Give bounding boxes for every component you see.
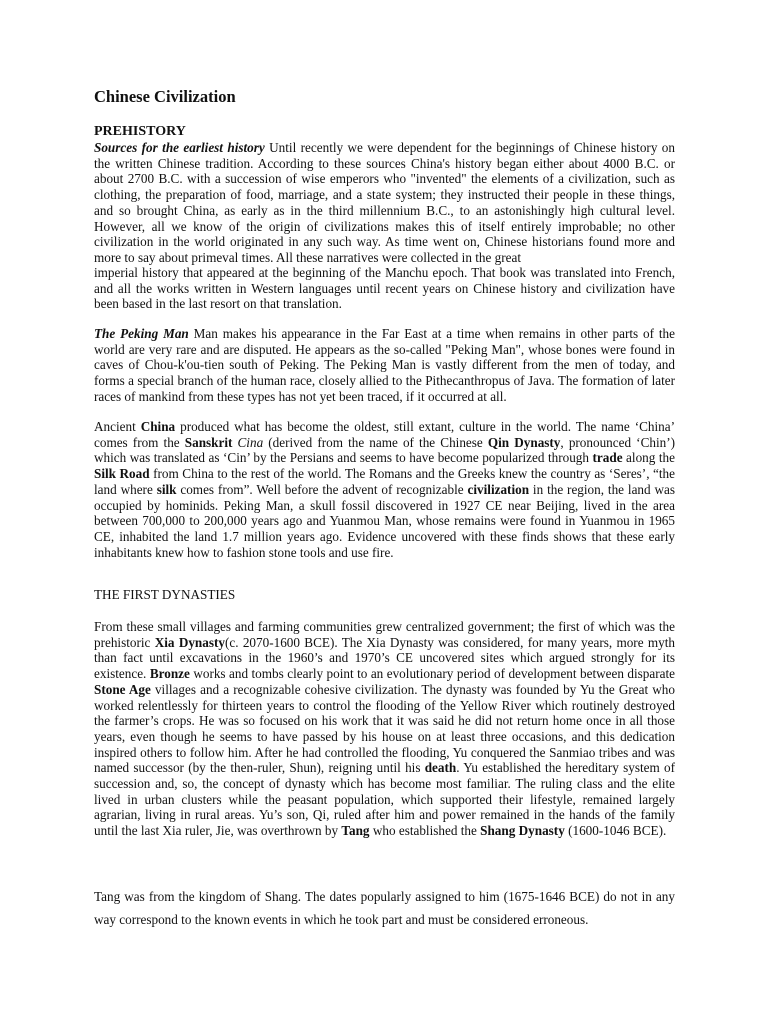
paragraph-lead-earliest-history: Sources for the earliest history: [94, 140, 265, 155]
keyword-sanskrit: Sanskrit: [184, 434, 233, 450]
text-run: who established the: [369, 823, 481, 839]
text-run: works and tombs clearly point to an evolutionary period of development between disparate: [189, 666, 676, 682]
text-run: (derived from the name of the Chinese: [263, 434, 488, 450]
text-run: From these small villages and farming communities grew centralized government; the first of which was the prehistoric: [94, 619, 675, 650]
paragraph-lead-peking-man: The Peking Man: [94, 326, 189, 341]
keyword-qin-dynasty: Qin Dynasty: [487, 434, 561, 450]
keyword-bronze: Bronze: [149, 666, 190, 682]
text-run: along the: [622, 450, 675, 466]
keyword-trade: trade: [592, 450, 623, 466]
text-run: from China to the rest of the world. The Romans and the Greeks knew the country as ‘Seres’, “the land where: [94, 466, 675, 497]
text-run: Ancient: [94, 419, 141, 434]
keyword-silk: silk: [156, 481, 177, 497]
text-run: villages and a recognizable cohesive civilization. The dynasty was founded by Yu the Great who worked relentlessly for thirteen years to control the flooding of the Yellow River which routinely destroyed the farmer’s crops. He was so focused on his work that it was said he did not return home once in all those years, even though he seems to have passed by his house on at least three occasions, and this dedication inspired others to follow him. After he had controlled the flooding, Yu conquered the Sanmiao tribes and was named successor (by the then-ruler, Shun), reigning until his: [94, 681, 675, 776]
keyword-silk-road: Silk Road: [94, 466, 150, 482]
paragraph-peking-man: [94, 326, 675, 405]
paragraph-tang-of-shang: Tang was from the kingdom of Shang. The dates popularly assigned to him (1675-1646 BCE) do not in any way correspond to the known events in which he took part and must be considered erroneous.: [94, 889, 675, 927]
keyword-xia-dynasty: Xia Dynasty: [154, 634, 225, 650]
text-run: (c. 2070-1600 BCE). The Xia Dynasty was considered, for many years, more myth than fact until excavations in the 1960’s and 1970’s CE uncovered sites which argued strongly for its existence.: [94, 634, 675, 682]
keyword-stone-age: Stone Age: [94, 681, 151, 697]
text-run: comes from”. Well before the advent of recognizable: [176, 481, 468, 497]
text-run: , pronounced ‘Chin’) which was translated as ‘Cin’ by the Persians and seems to have become popularized through: [94, 434, 675, 466]
text-run: . Yu established the hereditary system of succession and, so, the concept of dynasty which has become most familiar. The ruling class and the elite lived in urban clusters while the peasant population, which supported their lifestyle, remained largely agrarian, living in rural areas. Yu’s son, Qi, ruled after him and power remained in the hands of the family until the last Xia ruler, Jie, was overthrown by: [94, 760, 675, 839]
keyword-civilization: civilization: [467, 481, 530, 497]
paragraph-ancient-china: [94, 419, 675, 560]
page-title: Chinese Civilization: [94, 87, 236, 106]
keyword-cina: Cina: [237, 434, 264, 450]
keyword-tang: Tang: [341, 823, 370, 839]
text-run: in the region, the land was occupied by hominids. Peking Man, a skull fossil discovered in 1927 CE near Beijing, lived in the area between 700,000 to 200,000 years ago and Yuanmou Man, whose remains were found in Yuanmou in 1965 CE, inhabited the land 1.7 million years ago. Evidence uncovered with these finds shows that these early inhabitants knew how to fashion stone tools and use fire.: [94, 481, 676, 560]
text-run: (1600-1046 BCE).: [564, 823, 667, 839]
paragraph-xia-dynasty: [94, 619, 675, 839]
paragraph-text: Man makes his appearance in the Far East at a time when remains in other parts of the world are very rare and are disputed. He appears as the so-called "Peking Man", whose bones were found in caves of Chou-k'ou-tien south of Peking. The Peking Man is vastly different from the men of today, and forms a special branch of the human race, closely allied to the Pithecanthropus of Java. The formation of later races of mankind from these types has not yet been traced, if it occurred at all.: [94, 326, 676, 404]
section-heading-first-dynasties: THE FIRST DYNASTIES: [94, 587, 236, 602]
keyword-shang-dynasty: Shang Dynasty: [480, 823, 565, 839]
keyword-death: death: [424, 760, 457, 776]
section-heading-prehistory: PREHISTORY: [94, 124, 186, 139]
text-run: produced what has become the oldest, still extant, culture in the world. The name ‘China’ comes from the: [94, 419, 676, 450]
paragraph-text: Until recently we were dependent for the beginnings of Chinese history on the written Chinese tradition. According to these sources China's history began either about 4000 B.C. or about 2700 B.C. with a succession of wise emperors who "invented" the elements of a civilization, such as clothing, the preparation of food, marriage, and a state system; they instructed their people in these things, and so brought China, as early as in the third millennium B.C., to an astonishingly high cultural level. However, all we know of the origin of civilizations makes this of itself entirely improbable; no other civilization in the world originated in any such way. As time went on, Chinese historians found more and more to say about primeval times. All these narratives were collected in the great: [94, 140, 675, 265]
paragraph-imperial-history: imperial history that appeared at the beginning of the Manchu epoch. That book was translated into French, and all the works written in Western languages until recent years on Chinese history and civilization have been based in the last resort on that translation.: [94, 265, 675, 312]
paragraph-earliest-history: [94, 140, 675, 266]
keyword-china: China: [140, 419, 176, 434]
